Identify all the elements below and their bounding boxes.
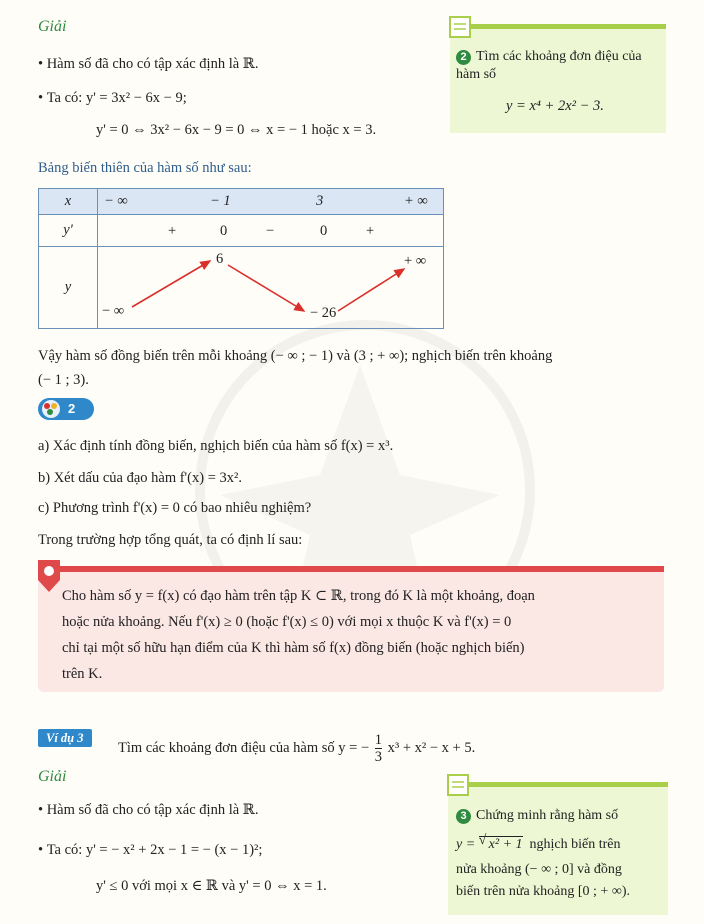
x-value: + ∞ xyxy=(404,193,428,209)
practice-label: Tìm các khoảng đơn điệu của hàm số xyxy=(456,49,642,82)
table-header-yprime: y' xyxy=(39,215,98,247)
practice-line: nửa khoảng (− ∞ ; 0] và đồng xyxy=(456,862,622,877)
general-intro: Trong trường hợp tổng quát, ta có định lí sau: xyxy=(38,532,303,548)
bullet-text: Hàm số đã cho có tập xác định là ℝ. xyxy=(46,56,259,72)
y-value: − 26 xyxy=(310,305,337,321)
notebook-icon xyxy=(446,772,472,798)
practice-number: 2 xyxy=(456,50,471,65)
sign-value: 0 xyxy=(320,223,328,239)
bullet-text: Ta có: y' = 3x² − 6x − 9; xyxy=(46,90,187,106)
theorem-bar xyxy=(38,566,664,572)
solution-heading: Giải xyxy=(38,18,67,35)
key-icon xyxy=(36,560,62,594)
variation-arrows xyxy=(98,247,444,329)
practice-formula: y = x⁴ + 2x² − 3. xyxy=(506,98,604,114)
practice-formula-right: nghịch biến trên xyxy=(529,837,621,852)
theorem-line: chỉ tại một số hữu hạn điểm của K thì hàm số f(x) đồng biến (hoặc nghịch biến) xyxy=(62,640,525,656)
solution-bullet: • Hàm số đã cho có tập xác định là ℝ. xyxy=(38,802,259,818)
arrow-up xyxy=(132,261,210,307)
practice-line xyxy=(456,833,621,853)
activity-number: 2 xyxy=(68,401,76,416)
practice-line: Chứng minh rằng hàm số xyxy=(476,808,619,823)
solution-line: y' ≤ 0 với mọi x ∈ ℝ và y' = 0 ⇔ x = 1. xyxy=(96,878,327,894)
y-value: + ∞ xyxy=(404,253,427,269)
table-header-x: x xyxy=(39,189,98,215)
solution-line: y' = 0 ⇔ 3x² − 6x − 9 = 0 ⇔ x = − 1 hoặc x = 3. xyxy=(96,122,377,138)
example-text-before: Tìm các khoảng đơn điệu của hàm số y = − xyxy=(118,739,370,756)
theorem-line: Cho hàm số y = f(x) có đạo hàm trên tập K ⊂ ℝ, trong đó K là một khoảng, đoạn xyxy=(62,588,535,604)
solution-bullet: • Ta có: y' = 3x² − 6x − 9; xyxy=(38,90,187,106)
example-text-after: x³ + x² − x + 5. xyxy=(387,739,476,756)
practice-text xyxy=(456,808,618,824)
activity-item-b: b) Xét dấu của đạo hàm f'(x) = 3x². xyxy=(38,470,242,486)
conclusion-line: (− 1 ; 3). xyxy=(38,372,89,388)
sign-value: + xyxy=(366,223,375,239)
table-x-values xyxy=(98,189,444,215)
table-intro: Bảng biến thiên của hàm số như sau: xyxy=(38,160,252,176)
activity-item-c: c) Phương trình f'(x) = 0 có bao nhiêu nghiệm? xyxy=(38,500,312,516)
table-y-row xyxy=(98,247,444,329)
activity-item-a: a) Xác định tính đồng biến, nghịch biến của hàm số f(x) = x³. xyxy=(38,438,394,454)
table-sign-row xyxy=(98,215,444,247)
y-value: − ∞ xyxy=(102,303,125,319)
example-label xyxy=(38,730,92,747)
practice-number: 3 xyxy=(456,809,471,824)
fraction-denominator: 3 xyxy=(374,749,382,765)
solution-bullet: • Ta có: y' = − x² + 2x − 1 = − (x − 1)²; xyxy=(38,842,263,858)
solution-bullet: • Hàm số đã cho có tập xác định là ℝ. xyxy=(38,56,259,72)
theorem-line: hoặc nửa khoảng. Nếu f'(x) ≥ 0 (hoặc f'(x) ≤ 0) với mọi x thuộc K và f'(x) = 0 xyxy=(62,614,512,630)
x-value: 3 xyxy=(316,193,324,209)
sign-value: 0 xyxy=(220,223,228,239)
example-tag: Ví dụ 3 xyxy=(38,729,92,747)
sqrt-expression xyxy=(478,833,523,853)
practice-line: biến trên nửa khoảng [0 ; + ∞). xyxy=(456,884,630,899)
variation-table xyxy=(38,188,444,329)
x-value: − ∞ xyxy=(104,193,128,209)
conclusion-line: Vậy hàm số đồng biến trên mỗi khoảng (− ∞ ; − 1) và (3 ; + ∞); nghịch biến trên khoảng xyxy=(38,348,553,364)
solution-heading: Giải xyxy=(38,768,67,785)
fraction xyxy=(375,732,382,765)
fraction-numerator: 1 xyxy=(374,732,382,748)
activity-badge xyxy=(38,398,94,420)
sqrt-icon: √ xyxy=(478,833,487,848)
sqrt-radicand: x² + 1 xyxy=(488,837,523,852)
x-value: − 1 xyxy=(210,193,231,209)
practice-text xyxy=(456,48,660,84)
table-header-y: y xyxy=(39,247,98,329)
arrow-up xyxy=(338,269,404,311)
theorem-line: trên K. xyxy=(62,666,103,682)
y-value: 6 xyxy=(216,251,224,267)
sign-value: + xyxy=(168,223,177,239)
notebook-icon xyxy=(448,14,474,40)
arrow-down xyxy=(228,265,304,311)
bullet-text: Ta có: y' = − x² + 2x − 1 = − (x − 1)²; xyxy=(46,842,263,858)
bullet-text: Hàm số đã cho có tập xác định là ℝ. xyxy=(46,802,259,818)
sign-value: − xyxy=(266,223,275,239)
activity-icon xyxy=(40,399,62,419)
practice-formula-left: y = xyxy=(456,837,476,852)
example-text xyxy=(118,732,475,765)
